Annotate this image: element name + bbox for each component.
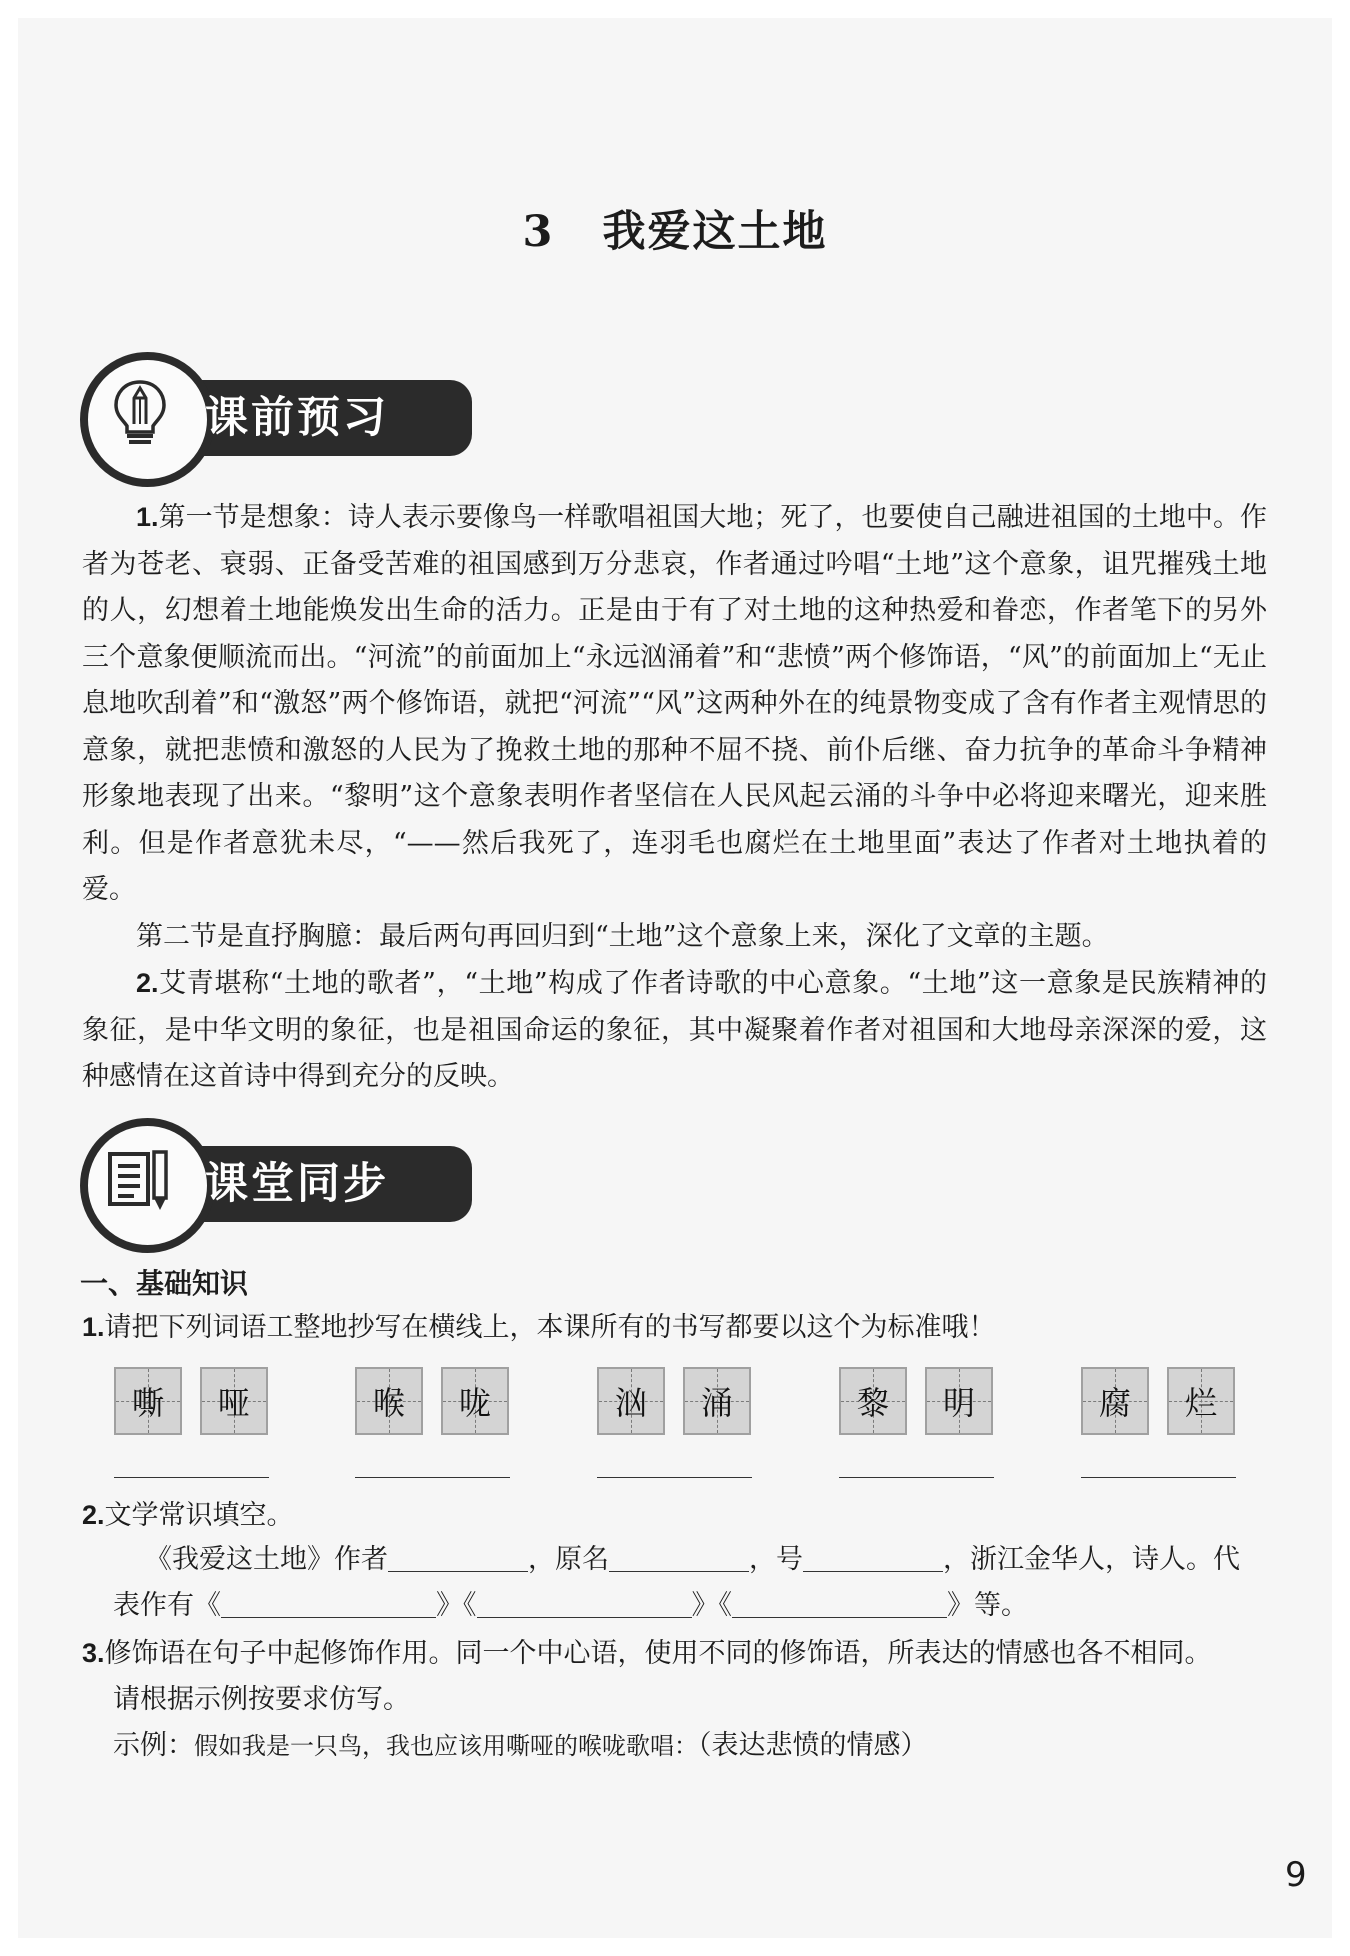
blank-work-2[interactable] [477, 1589, 692, 1618]
fill-text: ，原名 [528, 1544, 609, 1575]
char-box [441, 1367, 509, 1435]
preview-paragraph-1 [82, 494, 1267, 914]
item-number: 1. [136, 502, 159, 532]
badge-circle [80, 1118, 215, 1253]
lightbulb-pencil-icon [106, 378, 174, 446]
example-label: 示例： [113, 1730, 194, 1761]
fill-text: ，号 [749, 1544, 803, 1575]
fill-text: 《我爱这土地》作者 [145, 1544, 388, 1575]
char-box [1167, 1367, 1235, 1435]
basics-heading: 一、基础知识 [80, 1267, 249, 1300]
preview-paragraph-2 [82, 914, 1267, 961]
question-3 [82, 1630, 1272, 1677]
char-box [597, 1367, 665, 1435]
fill-text: ，浙江金华人，诗人。代 [943, 1544, 1240, 1575]
fill-text: 》《 [691, 1590, 732, 1621]
preview-text [82, 494, 1267, 1101]
char-box [839, 1367, 907, 1435]
char-box [114, 1367, 182, 1435]
blank-author[interactable] [388, 1543, 528, 1572]
question-number: 2. [82, 1500, 105, 1530]
char: 喉 [372, 1384, 405, 1422]
char: 腐 [1098, 1384, 1131, 1422]
blank-work-1[interactable] [221, 1589, 436, 1618]
fill-text: 表作有《 [113, 1590, 221, 1621]
lesson-title-text: 我爱这土地 [602, 207, 828, 257]
write-line[interactable] [355, 1477, 510, 1478]
write-line[interactable] [114, 1477, 269, 1478]
question-text: 请把下列词语工整地抄写在横线上，本课所有的书写都要以这个为标准哦！ [104, 1312, 996, 1343]
blank-original-name[interactable] [609, 1543, 749, 1572]
write-line[interactable] [839, 1477, 994, 1478]
question-number: 1. [82, 1312, 105, 1342]
blank-work-3[interactable] [732, 1589, 947, 1618]
char-box [925, 1367, 993, 1435]
paragraph-text: 艾青堪称“土地的歌者”，“土地”构成了作者诗歌的中心意象。“土地”这一意象是民族精神的象征，是中华文明的象征，也是祖国命运的象征，其中凝聚着作者对祖国和大地母亲深深的爱，这种感情在这首诗中得到充分的反映。 [82, 968, 1267, 1092]
char: 哑 [217, 1384, 250, 1422]
char-box [1081, 1367, 1149, 1435]
char-box [683, 1367, 751, 1435]
char: 嘶 [131, 1384, 164, 1422]
char: 黎 [856, 1384, 889, 1422]
char-box [355, 1367, 423, 1435]
paragraph-text: 第二节是直抒胸臆：最后两句再回归到“土地”这个意象上来，深化了文章的主题。 [136, 920, 1109, 952]
char: 汹 [614, 1384, 647, 1422]
book-pencil-icon [106, 1144, 174, 1212]
char-box [200, 1367, 268, 1435]
write-line[interactable] [597, 1477, 752, 1478]
char: 涌 [700, 1384, 733, 1422]
question-2-fill-line-1 [145, 1537, 1275, 1583]
lesson-number: 3 [522, 207, 555, 257]
section-badge-class [80, 1118, 400, 1253]
preview-paragraph-3 [82, 960, 1267, 1101]
write-line[interactable] [1081, 1477, 1236, 1478]
page-number: 9 [1285, 1855, 1307, 1895]
char: 明 [942, 1384, 975, 1422]
lesson-title [0, 198, 1350, 259]
section-badge-preview [80, 352, 400, 487]
question-2 [82, 1492, 1272, 1539]
question-text: 文学常识填空。 [104, 1500, 294, 1531]
example-text: 假如我是一只鸟，我也应该用嘶哑的喉咙歌唱： [194, 1732, 698, 1760]
question-number: 3. [82, 1638, 105, 1668]
question-2-fill-line-2 [113, 1583, 1303, 1629]
section-label-preview: 课前预习 [205, 393, 389, 443]
fill-text: 》《 [436, 1590, 477, 1621]
question-3-line-2: 请根据示例按要求仿写。 [113, 1684, 410, 1715]
example-line [113, 1723, 1303, 1769]
char: 烂 [1184, 1384, 1217, 1422]
question-1 [82, 1304, 1272, 1351]
section-label-class: 课堂同步 [205, 1159, 389, 1209]
item-number: 2. [136, 968, 159, 998]
question-text: 修饰语在句子中起修饰作用。同一个中心语，使用不同的修饰语，所表达的情感也各不相同。 [104, 1638, 1212, 1669]
badge-circle [80, 352, 215, 487]
char: 咙 [458, 1384, 491, 1422]
paragraph-text: 第一节是想象：诗人表示要像鸟一样歌唱祖国大地；死了，也要使自己融进祖国的土地中。作者为苍老、衰弱、正备受苦难的祖国感到万分悲哀，作者通过吟唱“土地”这个意象，诅咒摧残土地的人，幻想着土地能焕发出生命的活力。正是由于有了对土地的这种热爱和眷恋，作者笔下的另外三个意象便顺流而出。“河流”的前面加上“永远汹涌着”和“悲愤”两个修饰语，“风”的前面加上“无止息地吹刮着”和“激怒”两个修饰语，就把“河流”“风”这两种外在的纯景物变成了含有作者主观情思的意象，就把悲愤和激怒的人民为了挽救土地的那种不屈不挠、前仆后继、奋力抗争的革命斗争精神形象地表现了出来。“黎明”这个意象表明作者坚信在人民风起云涌的斗争中必将迎来曙光，迎来胜利。但是作者意犹未尽，“——然后我死了，连羽毛也腐烂在土地里面”表达了作者对土地执着的爱。 [82, 502, 1267, 905]
fill-text: 》等。 [947, 1590, 1028, 1621]
blank-pen-name[interactable] [803, 1543, 943, 1572]
example-note: （表达悲愤的情感） [698, 1730, 928, 1761]
